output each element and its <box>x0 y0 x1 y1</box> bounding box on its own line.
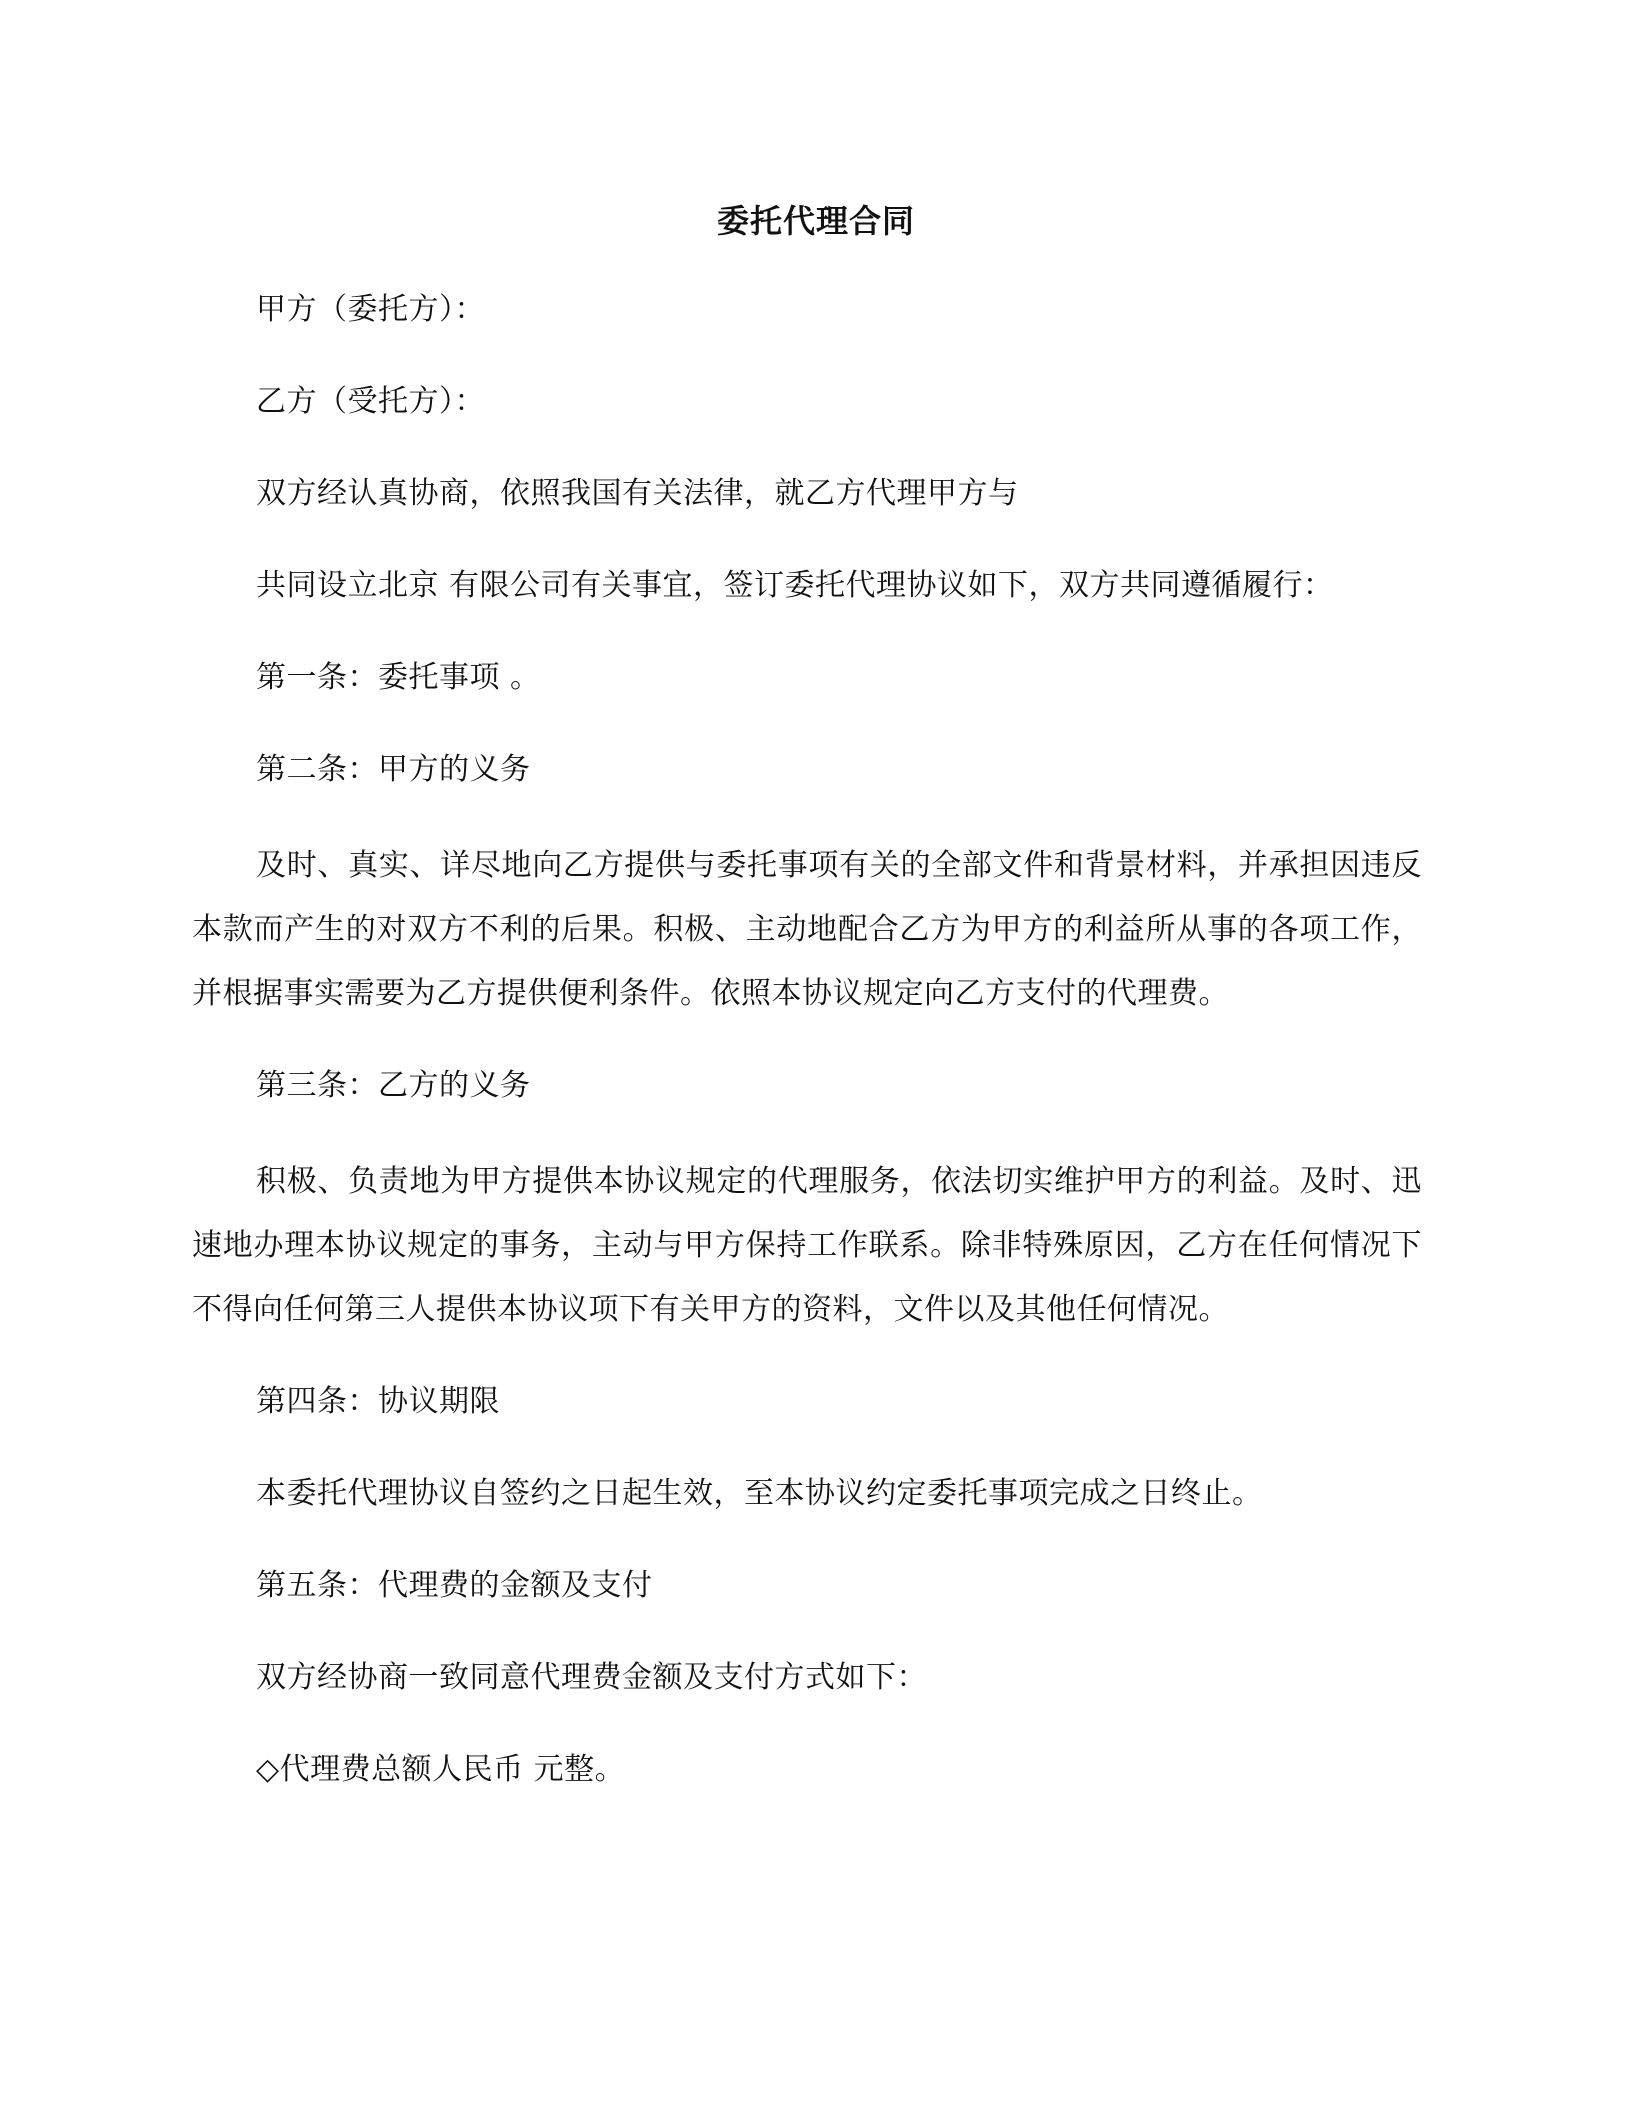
article-3-body <box>192 1150 1422 1342</box>
article-3-heading: 第三条：乙方的义务 <box>256 1068 531 1103</box>
article-3-paragraph: 积极、负责地为甲方提供本协议规定的代理服务，依法切实维护甲方的利益。及时、迅速地办理本协议规定的事务，主动与甲方保持工作联系。除非特殊原因，乙方在任何情况下不得向任何第三人提供本协议项下有关甲方的资料，文件以及其他任何情况。 <box>192 1164 1422 1327</box>
party-b-label: 乙方（受托方）： <box>256 384 485 419</box>
article-2-heading: 第二条：甲方的义务 <box>256 752 531 787</box>
intro-line-2: 共同设立北京 有限公司有关事宜，签订委托代理协议如下，双方共同遵循履行： <box>256 568 1334 603</box>
article-4-heading: 第四条：协议期限 <box>256 1384 500 1419</box>
article-4-body: 本委托代理协议自签约之日起生效，至本协议约定委托事项完成之日终止。 <box>256 1476 1263 1511</box>
article-1-heading: 第一条：委托事项 。 <box>256 660 541 695</box>
article-2-paragraph: 及时、真实、详尽地向乙方提供与委托事项有关的全部文件和背景材料，并承担因违反本款而产生的对双方不利的后果。积极、主动地配合乙方为甲方的利益所从事的各项工作，并根据事实需要为乙方提供便利条件。依照本协议规定向乙方支付的代理费。 <box>192 848 1422 1011</box>
article-2-body <box>192 834 1422 1026</box>
fee-item: ◇代理费总额人民币 元整。 <box>256 1752 626 1787</box>
party-a-label: 甲方（委托方）： <box>256 292 485 327</box>
article-5-heading: 第五条：代理费的金额及支付 <box>256 1568 653 1603</box>
intro-line-1: 双方经认真协商，依照我国有关法律，就乙方代理甲方与 <box>256 476 1019 511</box>
document-title: 委托代理合同 <box>716 202 915 240</box>
article-5-body: 双方经协商一致同意代理费金额及支付方式如下： <box>256 1660 927 1695</box>
